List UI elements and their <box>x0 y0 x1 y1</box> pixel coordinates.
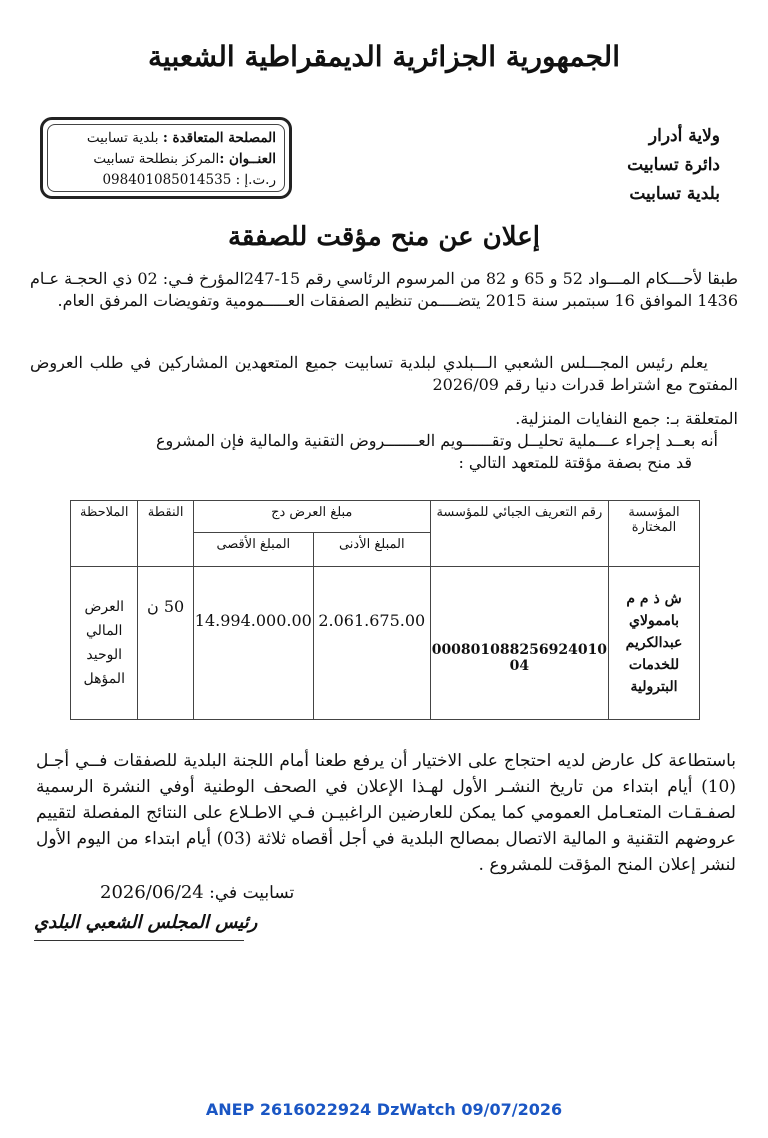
service-value: بلدية تسابيت <box>86 130 159 146</box>
cell-min-amount: 2.061.675.00 <box>313 567 430 720</box>
wilaya-line: ولاية أدرار <box>648 126 720 146</box>
notice-text: يعلم رئيس المجـــلس الشعبي الـــبلدي لبلدية تسابيت جميع المتعهدين المشاركين في طلب العروض المفتوح مع اشتراط قدرات دنيا رقم 2026/09 <box>30 353 738 394</box>
contracting-service-box <box>40 117 292 199</box>
cell-points: 50 ن <box>138 567 193 720</box>
place-date <box>100 882 294 903</box>
service-row <box>54 128 276 149</box>
header-institution: المؤسسة المختارة <box>609 501 700 567</box>
award-statement-line1: أنه بعــد إجراء عـــملية تحليــل وتقــــــويم العـــــــروض التقنية والمالية فإن المشروع <box>155 431 718 450</box>
commune-line: بلدية تسابيت <box>629 184 720 204</box>
header-max: المبلغ الأقصى <box>193 533 313 567</box>
signature-underline <box>34 940 244 941</box>
cell-institution: ش ذ م م باممولاي عبدالكريم للخدمات البترولية <box>609 567 700 720</box>
service-label: المصلحة المتعاقدة : <box>162 130 276 146</box>
subject-line: المتعلقة بـ: جمع النفايات المنزلية. <box>515 409 738 428</box>
nif-value: 098401085014535 <box>102 172 232 188</box>
address-value: المركز بنطلحة تسابيت <box>93 151 220 167</box>
cell-max-amount: 14.994.000.00 <box>193 567 313 720</box>
award-table <box>70 500 700 720</box>
announcement-title: إعلان عن منح مؤقت للصفقة <box>227 222 541 252</box>
notice-paragraph <box>30 352 738 396</box>
place-date-label: تسابيت في: <box>209 883 295 903</box>
header-amount: مبلغ العرض دج <box>193 501 430 533</box>
award-statement <box>50 430 718 474</box>
issue-date: 2026/06/24 <box>100 882 204 903</box>
header-points: النقطة <box>138 501 193 567</box>
footer-reference: ANEP 2616022924 DzWatch 09/07/2026 <box>205 1100 563 1119</box>
header-nif: رقم التعريف الجبائي للمؤسسة <box>430 501 608 567</box>
signature-title: رئيس المجلس الشعبي البلدي <box>34 912 258 933</box>
appeal-paragraph: باستطاعة كل عارض لديه احتجاج على الاختيار أن يرفع طعنا أمام اللجنة البلدية للصفقات فــي أجـل (10) أيام ابتداء من تاريخ النشـر الأول لهـذا الإعلان في الصحف الوطنية أوفي النشرة الرسمية لصفـقـات المتعـامل العمومي كما يمكن للعارضين الراغبيـن فـي الاطـلاع على النتائج المفصلة لتقييم عروضهم التقنية و المالية الاتصال بمصالح البلدية في أجل أقصاه ثلاثة (03) أيام ابتداء من اليوم الأول لنشر إعلان المنح المؤقت للمشروع . <box>36 751 737 875</box>
cell-note: العرض المالي الوحيد المؤهل <box>71 567 138 720</box>
header-note: الملاحظة <box>71 501 138 567</box>
administrative-header <box>500 122 720 209</box>
daira-line: دائرة تسابيت <box>627 155 720 175</box>
nif-label: ر.ت.إ : <box>235 172 276 188</box>
award-statement-line2: قد منح بصفة مؤقتة للمتعهد التالي : <box>458 453 692 472</box>
header-min: المبلغ الأدنى <box>313 533 430 567</box>
nif-row <box>54 170 276 191</box>
address-label: العنــوان : <box>219 151 276 167</box>
legal-basis-paragraph: طبقا لأحـــكام المـــواد 52 و 65 و 82 من المرسوم الرئاسي رقم 15-247المؤرخ فـي: 02 ذي الحجـة عـام 1436 الموافق 16 سبتمبر سنة 2015 يتضــــمن تنظيم الصفقات العـــــمومية وتفويضات المرفق العام. <box>30 269 739 310</box>
cell-nif: 000801088256924010 04 <box>430 567 608 720</box>
republic-heading: الجمهورية الجزائرية الديمقراطية الشعبية <box>147 40 620 73</box>
table-row <box>71 567 700 720</box>
address-row <box>54 149 276 170</box>
